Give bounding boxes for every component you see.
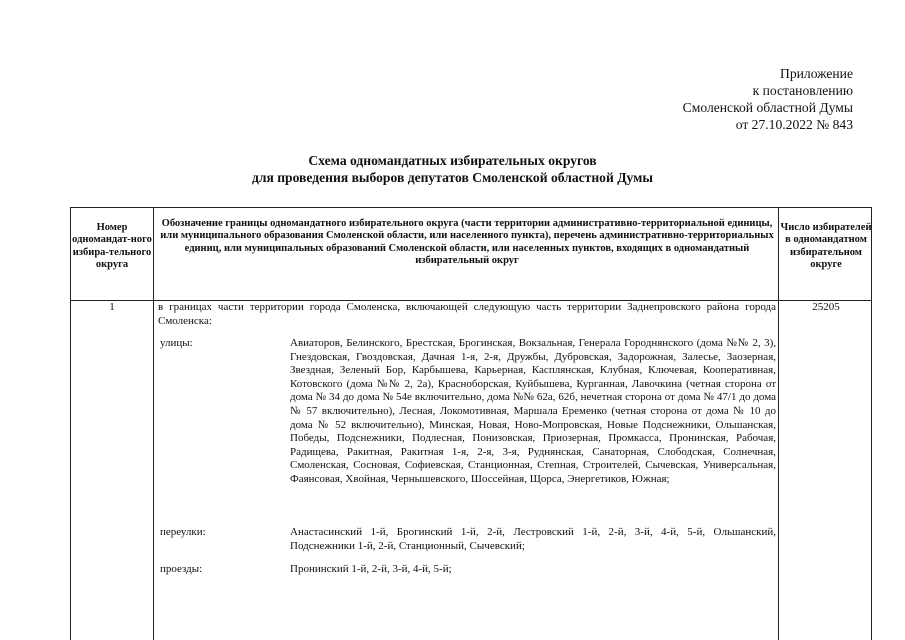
title-line-1: Схема одномандатных избирательных округов [308, 153, 597, 168]
title-line-2: для проведения выборов депутатов Смоленской областной Думы [251, 170, 654, 185]
voter-count: 25205 [812, 301, 840, 313]
column-divider [153, 208, 154, 640]
lanes-list: Анастасинский 1-й, Брогинский 1-й, 2-й, Лестровский 1-й, 2-й, 3-й, 4-й, 5-й, Ольшанский, Подснежники 1-й, 2-й, Станционный, Сычевский; [290, 526, 776, 552]
annex-line: к постановлению [752, 83, 853, 98]
district-intro: в границах части территории города Смоленска, включающей следующую часть территории Заднепровского района города Смоленска: [158, 301, 776, 327]
passages-label: проезды: [160, 563, 203, 575]
header-district-number: Номер одномандат-ного избира-тельного округа [72, 222, 152, 271]
header-voter-count: Число избирателей в одномандатном избирательном округе [780, 222, 872, 271]
streets-list: Авиаторов, Белинского, Брестская, Брогинская, Вокзальная, Генерала Городнянского (дома №№ 2, 3), Гнездовская, Гвоздовская, Дачная 1-я, 2-я, Дружбы, Дубровская, Задорожная, Залесье, Заозерная, Звездная, Зеленый Бор, Карбышева, Карьерная, Касплянская, Клубная, Ключевая, Кооперативная, Котовского (дома №№ 2, 2а), Красноборская, Куйбышева, Курганная, Лавочкина (четная сторона от дома № 34 до дома № 54е включительно, дома №№ 62а, 62б, нечетная сторона от дома № 47/1 до дома № 57 включительно), Лесная, Локомотивная, Маршала Еременко (четная сторона от дома № 10 до дома № 52 включительно), Минская, Новая, Ново-Мопровская, Новые Подснежники, Ольшанская, Победы, Подснежники, Подлесная, Понизовская, Приозерная, Промкасса, Пронинская, Рабочая, Радищева, Ракитная, Ракитная 1-я, 2-я, 3-я, Руднянская, Санаторная, Слободская, Солнечная, Смоленская, Сосновая, Софиевская, Станционная, Степная, Строителей, Сычевская, Универсальная, Фаянсовая, Хвойная, Чернышевского, Шоссейная, Щорса, Энергетиков, Южная; [290, 337, 776, 485]
column-divider [778, 208, 779, 640]
lanes-label: переулки: [160, 526, 206, 538]
annex-line: от 27.10.2022 № 843 [735, 117, 853, 132]
annex-block [683, 65, 853, 133]
document-title [0, 152, 905, 186]
annex-line: Приложение [780, 66, 853, 81]
annex-line: Смоленской областной Думы [682, 100, 853, 115]
streets-label: улицы: [160, 337, 193, 349]
district-number: 1 [109, 301, 115, 313]
districts-table [70, 207, 872, 640]
passages-list: Пронинский 1-й, 2-й, 3-й, 4-й, 5-й; [290, 563, 452, 575]
header-boundary-description: Обозначение границы одномандатного избирательного округа (части территории административно-территориальной единицы, или муниципального образования Смоленской области, или населенного пункта), перечень административно-территориальных единиц, или муниципальных образований Смоленской области, или населенных пунктов, входящих в одномандатный избирательный округ [160, 218, 774, 267]
